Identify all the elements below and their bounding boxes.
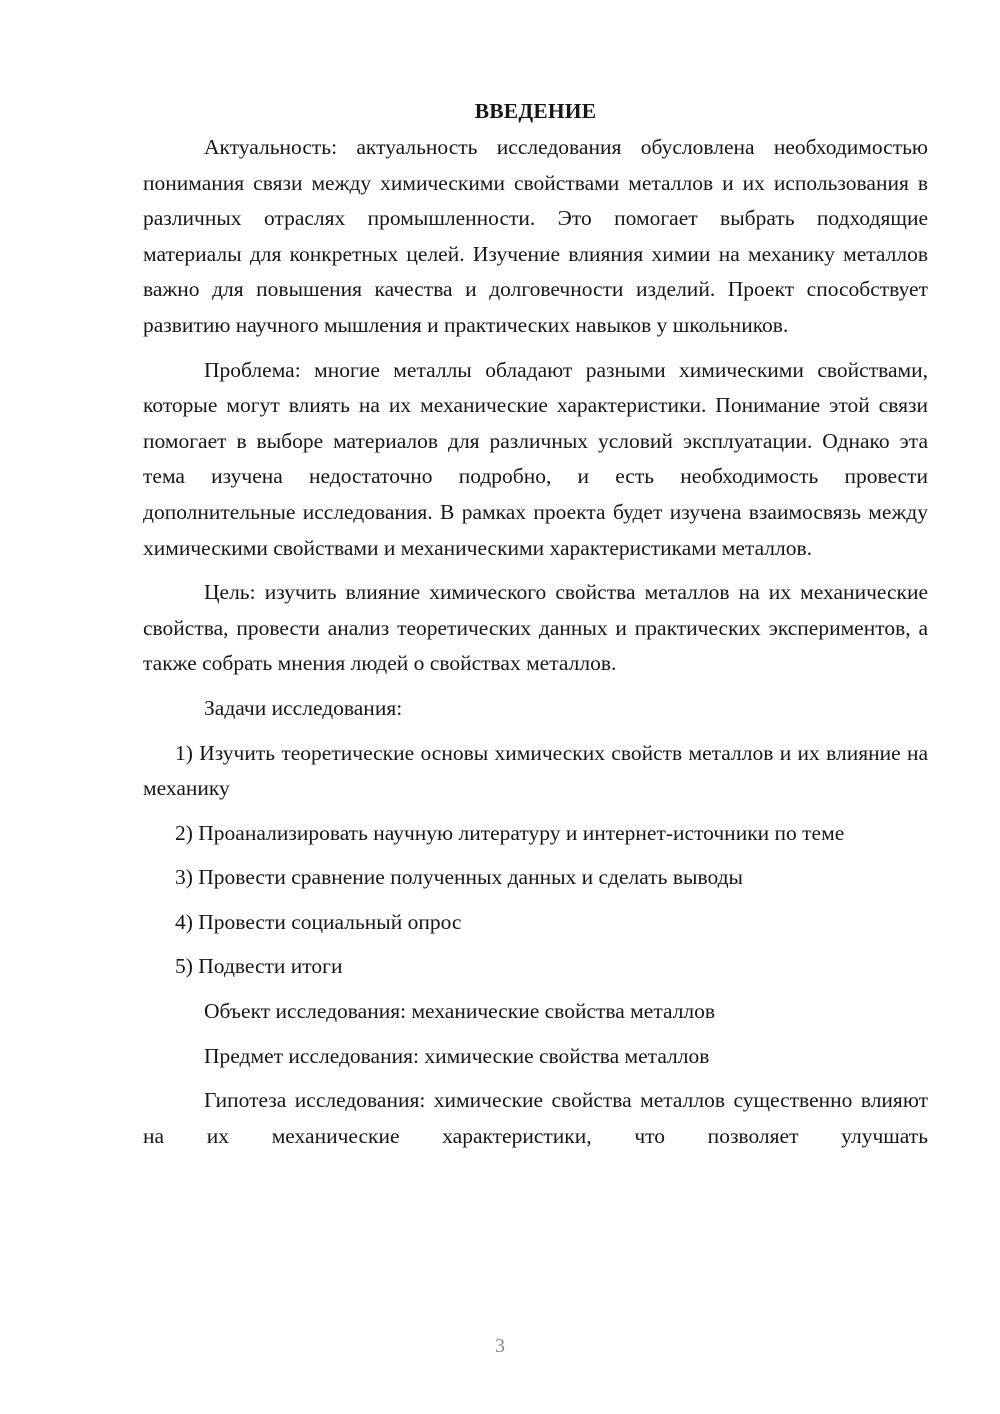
section-heading: ВВЕДЕНИЕ — [474, 99, 597, 123]
task-item: 3) Провести сравнение полученных данных и сделать выводы — [175, 865, 743, 890]
task-item: 1) Изучить теоретические основы химических свойств металлов и их влияние на механику — [143, 740, 928, 801]
document-page — [143, 96, 928, 1154]
task-item: 4) Провести социальный опрос — [175, 909, 462, 934]
task-item: 2) Проанализировать научную литературу и интернет-источники по теме — [175, 820, 845, 845]
subject-paragraph: Предмет исследования: химические свойства металлов — [204, 1043, 710, 1068]
object-paragraph: Объект исследования: механические свойства металлов — [204, 999, 716, 1024]
goal-paragraph: Цель: изучить влияние химического свойства металлов на их механические свойства, провести анализ теоретических данных и практических экспериментов, а также собрать мнения людей о свойствах металлов. — [143, 580, 928, 676]
tasks-heading: Задачи исследования: — [204, 695, 403, 720]
task-item: 5) Подвести итоги — [175, 954, 343, 979]
tasks-list — [143, 736, 928, 986]
page-number: 3 — [495, 1335, 505, 1357]
hypothesis-paragraph: Гипотеза исследования: химические свойства металлов существенно влияют на их механические характеристики, что позволяет улучшать — [143, 1088, 928, 1148]
relevance-paragraph: Актуальность: актуальность исследования обусловлена необходимостью понимания связи между химическими свойствами металлов и их использования в различных отраслях промышленности. Это помогает выбрать подходящие материалы для конкретных целей. Изучение влияния химии на механику металлов важно для повышения качества и долговечности изделий. Проект способствует развитию научного мышления и практических навыков у школьников. — [143, 135, 928, 337]
problem-paragraph: Проблема: многие металлы обладают разными химическими свойствами, которые могут влиять на их механические характеристики. Понимание этой связи помогает в выборе материалов для различных условий эксплуатации. Однако эта тема изучена недостаточно подробно, и есть необходимость провести дополнительные исследования. В рамках проекта будет изучена взаимосвязь между химическими свойствами и механическими характеристиками металлов. — [143, 357, 928, 560]
